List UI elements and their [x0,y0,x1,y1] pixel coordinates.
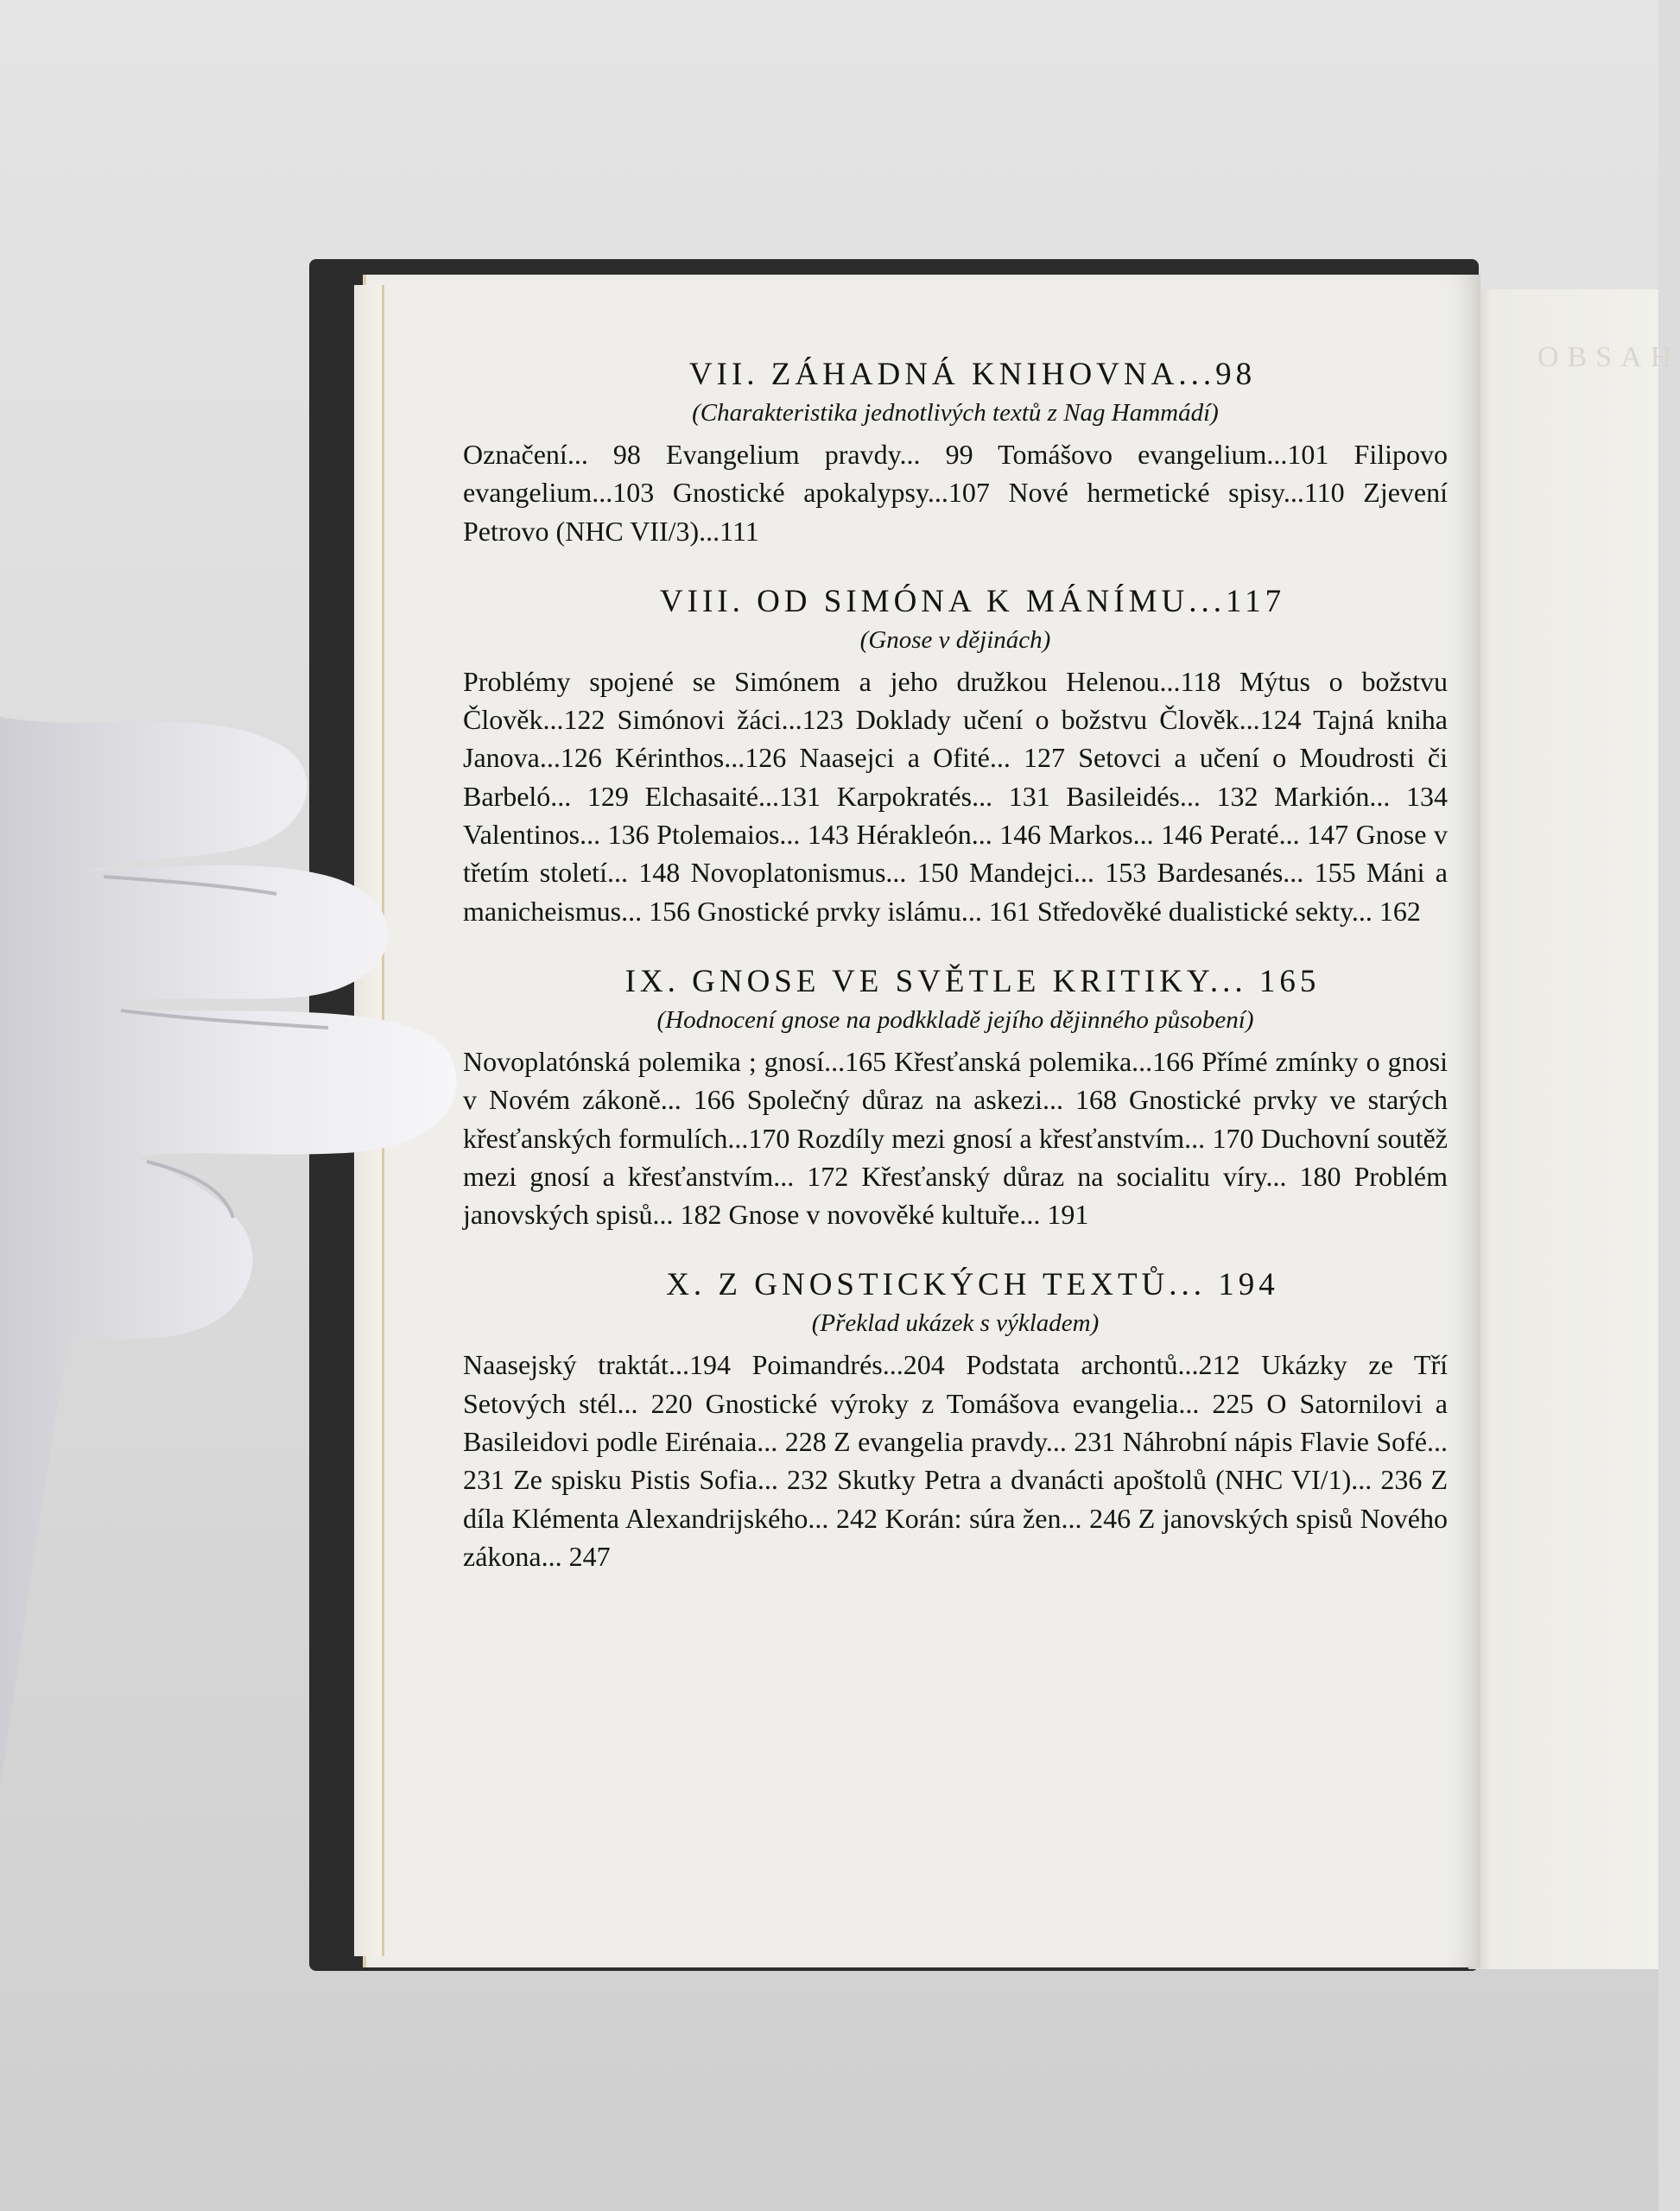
toc-section-viii [463,581,1448,930]
section-subtitle: (Překlad ukázek s výkladem) [811,1309,1100,1338]
section-subtitle: (Hodnocení gnose na podkkladě jejího dějinného působení) [656,1005,1254,1034]
section-entries: Novoplatónská polemika ; gnosí...165 Křesťanská polemika...166 Přímé zmínky o gnosi v Novém zákoně... 166 Společný důraz na askezi... 168 Gnostické prvky ve starých křesťanských formulích...170 Rozdíly mezi gnosí a křesťanstvím... 170 Duchovní soutěž mezi gnosí a křesťanstvím... 172 Křesťanský důraz na socialitu víry... 180 Problém janovských spisů... 182 Gnose v novověké kultuře... 191 [463,1045,1448,1231]
section-subtitle: (Charakteristika jednotlivých textů z Nag Hammádí) [692,399,1219,427]
toc-section-x [463,1264,1448,1575]
section-entries: Naasejský traktát...194 Poimandrés...204 Podstata archontů...212 Ukázky ze Tří Setových stél... 220 Gnostické výroky z Tomášova evangelia... 225 O Satornilovi a Basileidovi podle Eirénaia... 228 Z evangelia pravdy... 231 Náhrobní nápis Flavie Sofé... 231 Ze spisku Pistis Sofia... 232 Skutky Petra a dvanácti apoštolů (NHC VI/1)... 236 Z díla Klémenta Alexandrijského... 242 Korán: súra žen... 246 Z janovských spisů Nového zákona... 247 [463,1349,1448,1572]
section-heading: IX. GNOSE VE SVĚTLE KRITIKY... 165 [624,963,1321,999]
section-entries: Označení... 98 Evangelium pravdy... 99 Tomášovo evangelium...101 Filipovo evangelium...103 Gnostické apokalypsy...107 Nové hermetické spisy...110 Zjevení Petrovo (NHC VII/3)...111 [463,439,1448,547]
section-subtitle: (Gnose v dějinách) [859,625,1051,654]
table-of-contents [463,354,1448,1606]
toc-section-vii [463,354,1448,550]
section-entries: Problémy spojené se Simónem a jeho družkou Helenou...118 Mýtus o božstvu Člověk...122 Simónovi žáci...123 Doklady učení o božstvu Člověk...124 Tajná kniha Janova...126 Kérinthos...126 Naasejci a Ofité... 127 Setovci a učení o Moudrosti či Barbeló... 129 Elchasaité...131 Karpokratés... 131 Basileidés... 132 Markión... 134 Valentinos... 136 Ptolemaios... 143 Hérakleón... 146 Markos... 146 Peraté... 147 Gnose v třetím století... 148 Novoplatonismus... 150 Mandejci... 153 Bardesanés... 155 Máni a manicheismus... 156 Gnostické prvky islámu... 161 Středověké dualistické sekty... 162 [463,665,1448,927]
page-stack-edge [354,285,384,1956]
bleed-through-text: OBSAH [1537,341,1680,373]
toc-section-ix [463,961,1448,1233]
section-heading: X. Z GNOSTICKÝCH TEXTŮ... 194 [666,1267,1279,1303]
section-heading: VIII. OD SIMÓNA K MÁNÍMU...117 [659,583,1286,619]
facing-page [1468,289,1680,1969]
book-page [363,275,1480,1967]
section-heading: VII. ZÁHADNÁ KNIHOVNA...98 [688,357,1257,392]
